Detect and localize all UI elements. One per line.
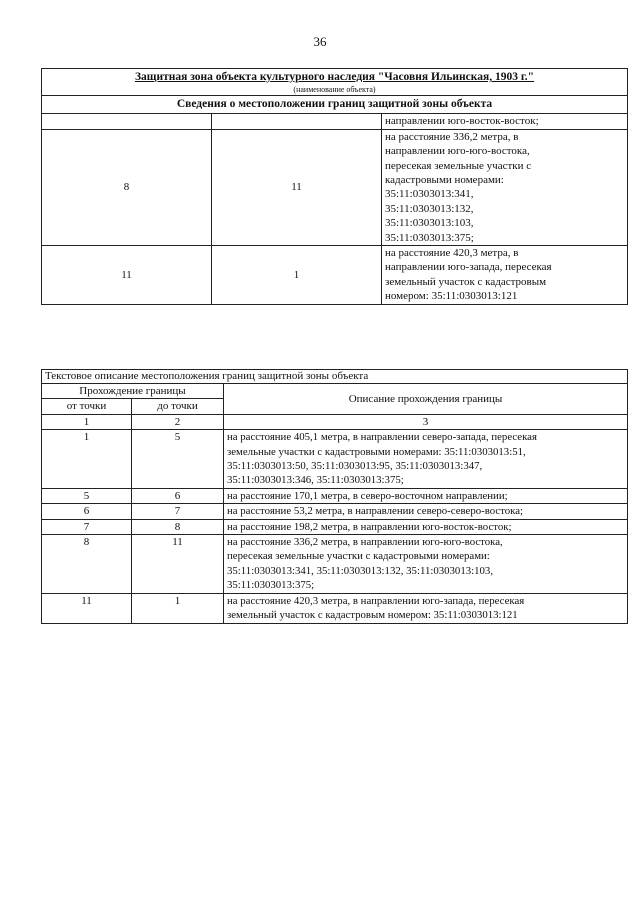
description [224, 504, 628, 519]
description [224, 593, 628, 623]
to-point: 6 [132, 488, 224, 503]
from-point: 8 [42, 129, 212, 245]
coordinates-table [41, 68, 628, 305]
page-number: 36 [313, 34, 327, 49]
from-point: 5 [42, 488, 132, 503]
description-line: на расстояние 53,2 метра, в направлении северо-северо-востока; [227, 505, 524, 518]
table-row [42, 593, 628, 623]
description [382, 114, 628, 129]
table-row [42, 488, 628, 503]
description-line: направлении юго-юго-востока, [385, 145, 530, 158]
from-point: 8 [42, 535, 132, 594]
table-row [42, 430, 628, 489]
description [224, 535, 628, 594]
section-row [42, 96, 628, 114]
description-line: 35:11:0303013:341, 35:11:0303013:132, 35:11:0303013:103, [227, 564, 494, 577]
from-column-header: от точки [42, 399, 132, 414]
description-line: направлении юго-запада, пересекая [385, 261, 552, 274]
to-point: 5 [132, 430, 224, 489]
text-description-table [41, 369, 628, 624]
object-subtitle: (наименование объекта) [42, 84, 628, 96]
header-subtitle-row [42, 84, 628, 96]
description-line: 35:11:0303013:346, 35:11:0303013:375; [227, 474, 404, 487]
column-number: 3 [224, 414, 628, 429]
description-line: 35:11:0303013:103, [385, 217, 474, 230]
description [382, 246, 628, 305]
description [382, 129, 628, 245]
description [224, 430, 628, 489]
section-title: Сведения о местоположении границ защитной зоны объекта [42, 96, 628, 114]
description-line: на расстояние 405,1 метра, в направлении северо-запада, пересекая [227, 431, 537, 444]
description [224, 519, 628, 534]
description-line: на расстояние 170,1 метра, в северо-восточном направлении; [227, 489, 508, 502]
table-row [42, 519, 628, 534]
table-row [42, 129, 628, 245]
description-line: пересекая земельные участки с [385, 159, 532, 172]
to-point: 11 [212, 129, 382, 245]
from-point: 1 [42, 430, 132, 489]
description-line: 35:11:0303013:375; [227, 579, 315, 592]
description-line: земельные участки с кадастровыми номерами: 35:11:0303013:51, [227, 445, 526, 458]
table-title-row [42, 370, 628, 384]
column-number: 1 [42, 414, 132, 429]
description-line: пересекая земельные участки с кадастровыми номерами: [227, 550, 490, 563]
from-point [42, 114, 212, 129]
description-line: номером: 35:11:0303013:121 [385, 290, 518, 303]
table-row [42, 535, 628, 594]
description-line: направлении юго-восток-восток; [385, 115, 539, 128]
to-point: 8 [132, 519, 224, 534]
from-point: 11 [42, 246, 212, 305]
table-row [42, 504, 628, 519]
to-point [212, 114, 382, 129]
description-line: 35:11:0303013:341, [385, 188, 474, 201]
header-title-row [42, 69, 628, 85]
to-point: 11 [132, 535, 224, 594]
column-number-row [42, 414, 628, 429]
table-title: Текстовое описание местоположения границ защитной зоны объекта [42, 370, 628, 384]
column-group-row [42, 384, 628, 399]
description-column-header: Описание прохождения границы [224, 384, 628, 415]
object-title: Защитная зона объекта культурного наследия "Часовня Ильинская, 1903 г." [42, 69, 628, 85]
column-group-header: Прохождение границы [42, 384, 224, 399]
table-row [42, 114, 628, 129]
description-line: кадастровыми номерами: [385, 174, 504, 187]
description-line: 35:11:0303013:375; [385, 231, 474, 244]
description-line: земельный участок с кадастровым номером: 35:11:0303013:121 [227, 609, 518, 622]
description-line: 35:11:0303013:50, 35:11:0303013:95, 35:11:0303013:347, [227, 460, 483, 473]
from-point: 11 [42, 593, 132, 623]
to-point: 7 [132, 504, 224, 519]
column-number: 2 [132, 414, 224, 429]
from-point: 6 [42, 504, 132, 519]
description-line: на расстояние 336,2 метра, в направлении юго-юго-востока, [227, 536, 503, 549]
description-line: земельный участок с кадастровым [385, 275, 547, 288]
to-point: 1 [212, 246, 382, 305]
description-line: на расстояние 336,2 метра, в [385, 130, 519, 143]
description-line: на расстояние 198,2 метра, в направлении юго-восток-восток; [227, 520, 512, 533]
table-row [42, 246, 628, 305]
description-line: 35:11:0303013:132, [385, 202, 474, 215]
description-line: на расстояние 420,3 метра, в [385, 247, 519, 260]
description [224, 488, 628, 503]
to-column-header: до точки [132, 399, 224, 414]
to-point: 1 [132, 593, 224, 623]
from-point: 7 [42, 519, 132, 534]
description-line: на расстояние 420,3 метра, в направлении юго-запада, пересекая [227, 594, 525, 607]
